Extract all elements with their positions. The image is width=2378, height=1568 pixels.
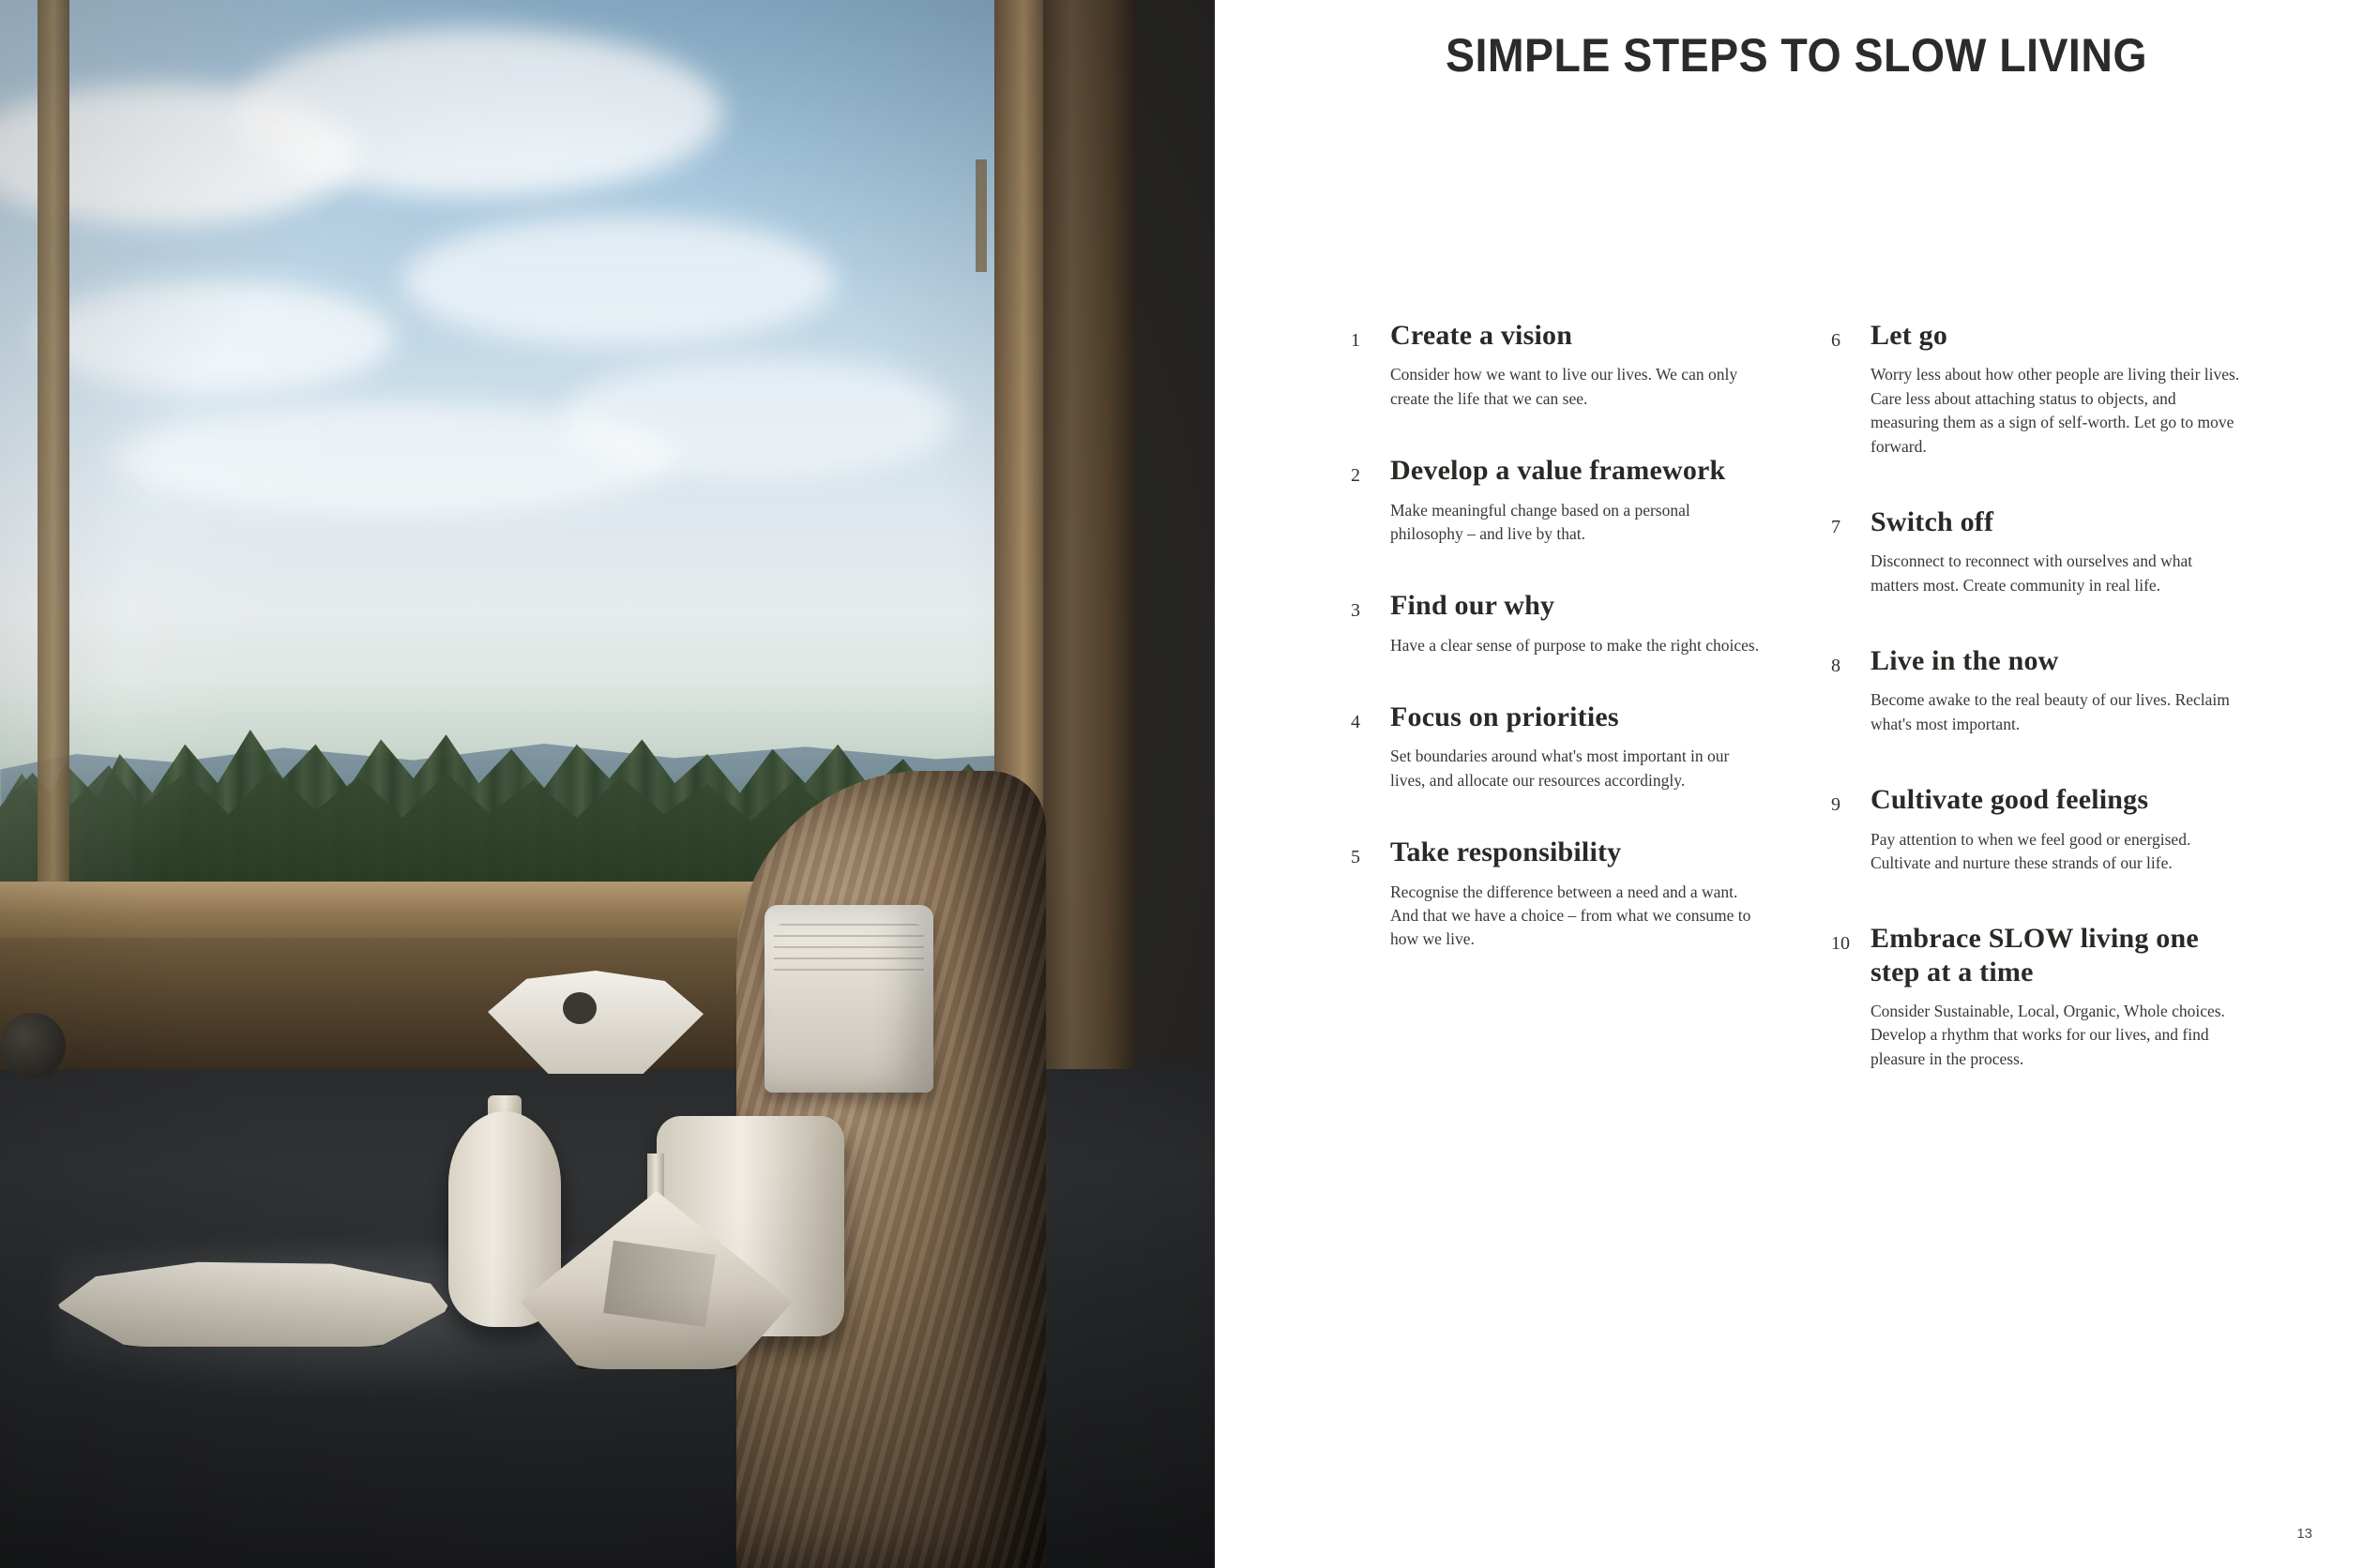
step-body xyxy=(1871,783,2244,875)
steps-column-left xyxy=(1351,319,1764,1118)
dark-cup xyxy=(0,1013,66,1078)
step-item xyxy=(1351,454,1764,546)
step-item xyxy=(1831,783,2244,875)
step-description: Set boundaries around what's most important in our lives, and allocate our resources accordingly. xyxy=(1390,746,1730,790)
step-item xyxy=(1351,589,1764,657)
step-number: 5 xyxy=(1351,847,1360,868)
step-body xyxy=(1871,922,2244,1071)
cloud-shape xyxy=(403,216,835,347)
window-frame-left xyxy=(38,0,69,938)
step-number: 1 xyxy=(1351,330,1360,351)
small-dark-pebble xyxy=(563,992,597,1024)
step-item xyxy=(1831,644,2244,736)
disc-vase-shadow-band xyxy=(603,1241,716,1328)
step-description: Consider how we want to live our lives. We can only create the life that we can see. xyxy=(1390,365,1738,408)
step-item xyxy=(1831,922,2244,1071)
step-item xyxy=(1351,319,1764,411)
page-number: 13 xyxy=(2296,1526,2312,1542)
step-number: 9 xyxy=(1831,794,1840,816)
step-heading: Develop a value framework xyxy=(1390,455,1726,487)
step-description: Consider Sustainable, Local, Organic, Whole choices. Develop a rhythm that works for our lives, and find pleasure in the process. xyxy=(1871,1002,2225,1068)
step-body xyxy=(1871,319,2244,459)
step-heading: Switch off xyxy=(1871,505,1994,537)
step-heading: Find our why xyxy=(1390,590,1555,622)
step-body xyxy=(1390,836,1764,952)
step-heading: Live in the now xyxy=(1871,645,2059,677)
step-heading: Embrace SLOW living one step at a time xyxy=(1871,923,2199,988)
steps-columns xyxy=(1351,319,2345,1118)
cloud-shape xyxy=(563,356,957,478)
step-description: Have a clear sense of purpose to make the right choices. xyxy=(1390,635,1760,655)
steps-column-right xyxy=(1831,319,2244,1118)
step-item xyxy=(1351,836,1764,952)
step-number: 8 xyxy=(1831,656,1840,677)
step-number: 6 xyxy=(1831,330,1840,351)
step-heading: Create a vision xyxy=(1390,320,1573,351)
step-heading: Focus on priorities xyxy=(1390,701,1619,733)
step-heading: Let go xyxy=(1871,320,1948,351)
window-mullion xyxy=(976,159,987,272)
step-number: 2 xyxy=(1351,465,1360,487)
page-title: SIMPLE STEPS TO SLOW LIVING xyxy=(1445,29,2148,82)
step-number: 4 xyxy=(1351,712,1360,733)
step-body xyxy=(1390,454,1764,546)
step-description: Worry less about how other people are living their lives. Care less about attaching status to objects, and measuring them as a sign of self-worth. Let go to move forward. xyxy=(1871,365,2240,456)
step-item xyxy=(1351,701,1764,792)
cloud-shape xyxy=(235,28,722,197)
step-body xyxy=(1390,589,1764,657)
step-heading: Cultivate good feelings xyxy=(1871,784,2149,816)
step-body xyxy=(1871,644,2244,736)
step-number: 7 xyxy=(1831,516,1840,537)
step-number: 3 xyxy=(1351,600,1360,622)
text-page xyxy=(1215,0,2378,1568)
cloud-shape xyxy=(38,281,394,394)
step-description: Become awake to the real beauty of our lives. Reclaim what's most important. xyxy=(1871,690,2230,733)
step-item xyxy=(1831,505,2244,597)
step-heading: Take responsibility xyxy=(1390,837,1622,868)
ceramic-box-ridges xyxy=(774,924,924,980)
step-description: Make meaningful change based on a personal philosophy – and live by that. xyxy=(1390,500,1690,543)
step-number: 10 xyxy=(1831,933,1850,955)
step-body xyxy=(1871,505,2244,597)
step-description: Disconnect to reconnect with ourselves and what matters most. Create community in real life. xyxy=(1871,551,2193,595)
step-description: Recognise the difference between a need and a want. And that we have a choice – from what we consume to how we live. xyxy=(1390,882,1751,949)
step-item xyxy=(1831,319,2244,459)
step-body xyxy=(1390,701,1764,792)
step-description: Pay attention to when we feel good or energised. Cultivate and nurture these strands of our life. xyxy=(1871,829,2191,872)
step-body xyxy=(1390,319,1764,411)
